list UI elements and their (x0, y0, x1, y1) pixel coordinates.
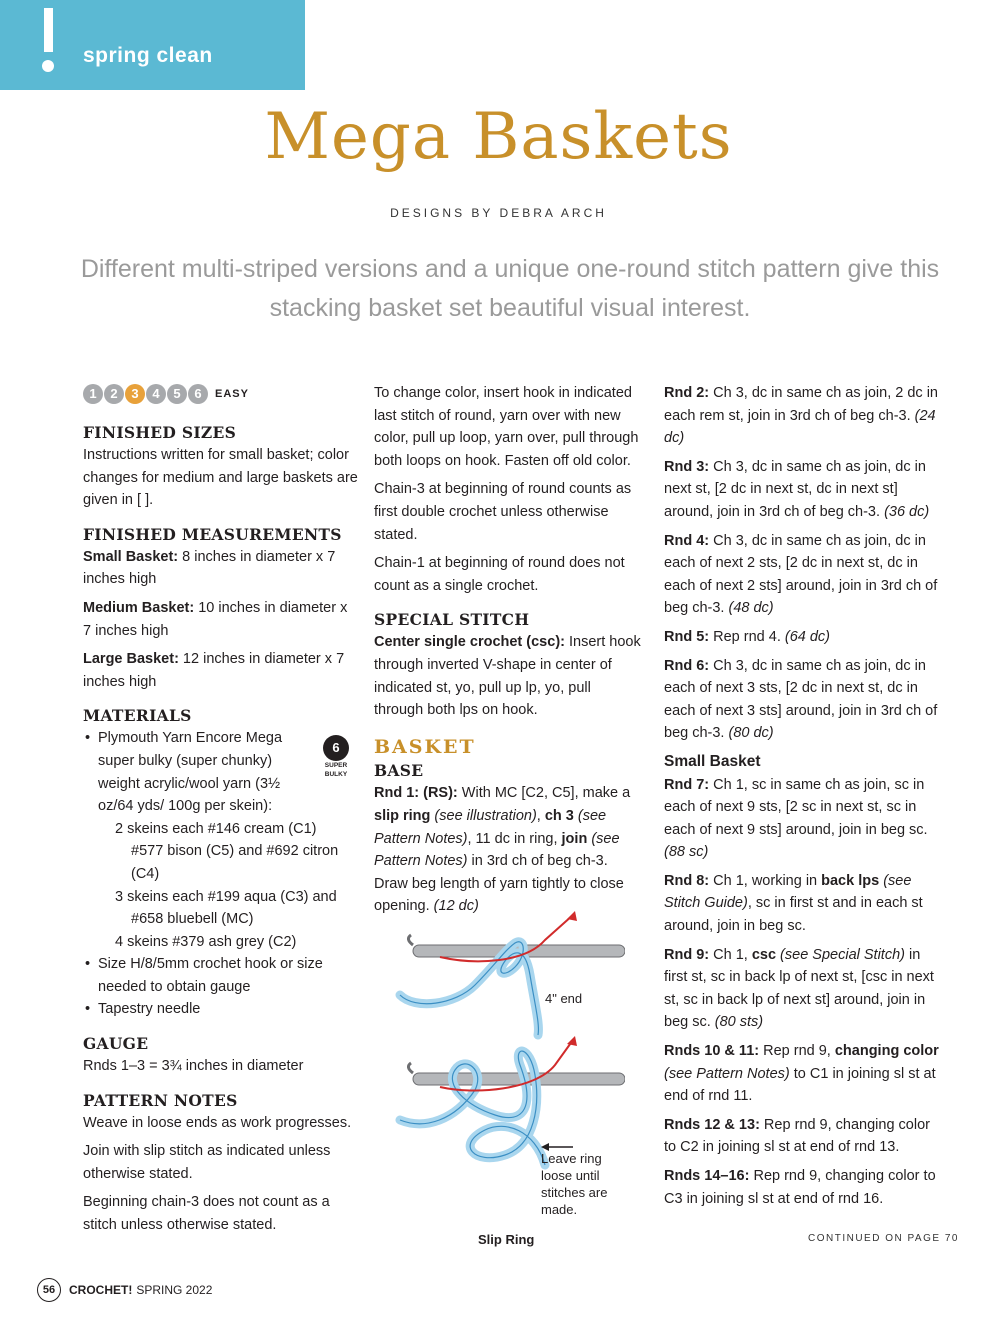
basket-heading: BASKET (374, 735, 476, 758)
page-number: 56 (37, 1278, 61, 1302)
pattern-note: To change color, insert hook in indicated last stitch of round, yarn over with new color, pull up loop, yarn over, pull through both loops on hook. Fasten off old color. (374, 385, 639, 469)
round-12-13-text: Rnds 12 & 13: Rep rnd 9, changing color to C2 in joining sl st at end of rnd 13. (664, 1116, 930, 1156)
round-10-11-text: Rnds 10 & 11: Rep rnd 9, changing color (see Pattern Notes) to C1 in joining sl st at end of rnd 11. (664, 1043, 939, 1105)
list-item: #577 bison (C5) and #692 citron (C4) (131, 843, 339, 882)
deck-text: Different multi-striped versions and a unique one-round stitch pattern give this stacking basket set beautiful visual interest. (80, 255, 940, 322)
skill-level-4: 4 (146, 384, 166, 404)
round-4-text: Rnd 4: Ch 3, dc in same ch as join, dc in each of next 2 sts, [2 dc in next st, dc in each of next 2 sts] around, join in 3rd ch of beg ch-3. (48 dc) (664, 532, 938, 617)
round-2-text: Rnd 2: Ch 3, dc in same ch as join, 2 dc in each rem st, join in 3rd ch of beg ch-3. (24 dc) (664, 385, 939, 447)
round-6-text: Rnd 6: Ch 3, dc in same ch as join, dc in each of next 3 sts, [2 dc in next st, dc in each of next 3 sts] around, join in 3rd ch of beg ch-3. (80 dc) (664, 657, 938, 742)
pattern-note: Join with slip stitch as indicated unless otherwise stated. (83, 1143, 331, 1182)
medium-basket-measure: Medium Basket: 10 inches in diameter x 7 inches high (83, 599, 348, 639)
skill-level (83, 382, 358, 406)
gauge-heading: GAUGE (83, 1034, 149, 1054)
issue-label: SPRING 2022 (136, 1283, 213, 1297)
skill-level-6: 6 (188, 384, 208, 404)
section-label: spring clean (83, 44, 213, 67)
exclamation-icon (40, 8, 60, 78)
slip-ring-illustration (395, 905, 625, 1225)
round-9-text: Rnd 9: Ch 1, csc (see Special Stitch) in first st, sc in back lp of next st, [csc in next st, sc in back lp of next st] around, join in beg sc. (80 sts) (664, 946, 934, 1031)
pattern-notes-heading: PATTERN NOTES (83, 1090, 238, 1110)
continued-note: CONTINUED ON PAGE 70 (808, 1233, 959, 1244)
list-item: 4 skeins #379 ash grey (C2) (115, 933, 297, 950)
gauge-text: Rnds 1–3 = 3¾ inches in diameter (83, 1058, 304, 1075)
list-item: 2 skeins each #146 cream (C1) (115, 820, 317, 837)
materials-sublist (83, 818, 358, 1021)
yarn-weight-icon: 6 SUPER BULKY (316, 735, 356, 779)
round-7-text: Rnd 7: Ch 1, sc in same ch as join, sc in each of next 9 sts, [2 sc in next st, sc in each of next 9 sts] around, join in beg sc. (88 sc) (664, 776, 928, 861)
pattern-note: Beginning chain-3 does not count as a stitch unless otherwise stated. (83, 1194, 330, 1234)
skill-level-1: 1 (83, 384, 103, 404)
column-3 (664, 382, 939, 1216)
materials-heading: MATERIALS (83, 706, 192, 726)
footer (37, 1278, 212, 1302)
column-1 (83, 382, 358, 1243)
magazine-name: CROCHET! (69, 1283, 133, 1297)
section-tag (0, 0, 305, 90)
list-item: #658 bluebell (MC) (131, 911, 254, 928)
small-basket-heading: Small Basket (664, 752, 761, 770)
pattern-note: Weave in loose ends as work progresses. (83, 1114, 352, 1131)
pattern-note: Chain-1 at beginning of round does not count as a single crochet. (374, 555, 625, 594)
finished-sizes-text: Instructions written for small basket; color changes for medium and large baskets are given in [ ]. (83, 447, 358, 509)
base-heading: BASE (374, 761, 424, 781)
skill-level-3: 3 (125, 384, 145, 404)
list-item: 3 skeins each #199 aqua (C3) and (115, 888, 337, 905)
finished-sizes-heading: FINISHED SIZES (83, 423, 237, 442)
column-2 (374, 382, 644, 924)
round-14-16-text: Rnds 14–16: Rep rnd 9, changing color to C3 in joining sl st at end of rnd 16. (664, 1168, 936, 1207)
round-1-text: Rnd 1: (RS): With MC [C2, C5], make a slip ring (see illustration), ch 3 (see Pattern Notes), 11 dc in ring, join (see Pattern Notes) in 3rd ch of beg ch-3. Draw beg length of yarn tightly to close opening. (12 dc) (374, 785, 631, 915)
illustration-caption: Slip Ring (478, 1232, 535, 1247)
pattern-note: Chain-3 at beginning of round counts as first double crochet unless otherwise stated. (374, 481, 632, 543)
list-item: • Tapestry needle (83, 998, 358, 1021)
special-stitch-heading: SPECIAL STITCH (374, 610, 530, 630)
round-3-text: Rnd 3: Ch 3, dc in same ch as join, dc in next st, [2 dc in next st, dc in next st] around, join in 3rd ch of beg ch-3. (36 dc) (664, 458, 930, 520)
measurements-heading: FINISHED MEASUREMENTS (83, 524, 342, 544)
byline: DESIGNS BY DEBRA ARCH (390, 206, 607, 220)
page-title: Mega Baskets (264, 100, 733, 174)
round-5-text: Rnd 5: Rep rnd 4. (64 dc) (664, 628, 831, 645)
yarn-bottom (400, 1051, 545, 1165)
small-basket-measure: Small Basket: 8 inches in diameter x 7 inches high (83, 548, 336, 588)
special-stitch-text: Center single crochet (csc): Insert hook through inverted V-shape in center of indicated st, yo, pull up lp, yo, pull through both lps on hook. (374, 634, 641, 719)
end-label: 4" end (545, 991, 583, 1006)
list-item: • Size H/8/5mm crochet hook or size needed to obtain gauge (83, 953, 358, 998)
skill-label: EASY (215, 387, 249, 400)
skill-level-5: 5 (167, 384, 187, 404)
round-8-text: Rnd 8: Ch 1, working in back lps (see Stitch Guide), sc in first st and in each st around, join in beg sc. (664, 872, 923, 935)
large-basket-measure: Large Basket: 12 inches in diameter x 7 inches high (83, 651, 345, 690)
skill-level-2: 2 (104, 384, 124, 404)
ring-label: Leave ring loose until stitches are made. (541, 1151, 608, 1217)
list-item: • Plymouth Yarn Encore Mega super bulky (super chunky) weight acrylic/wool yarn (3½ oz/64 yds/ 100g per skein): (83, 727, 312, 817)
